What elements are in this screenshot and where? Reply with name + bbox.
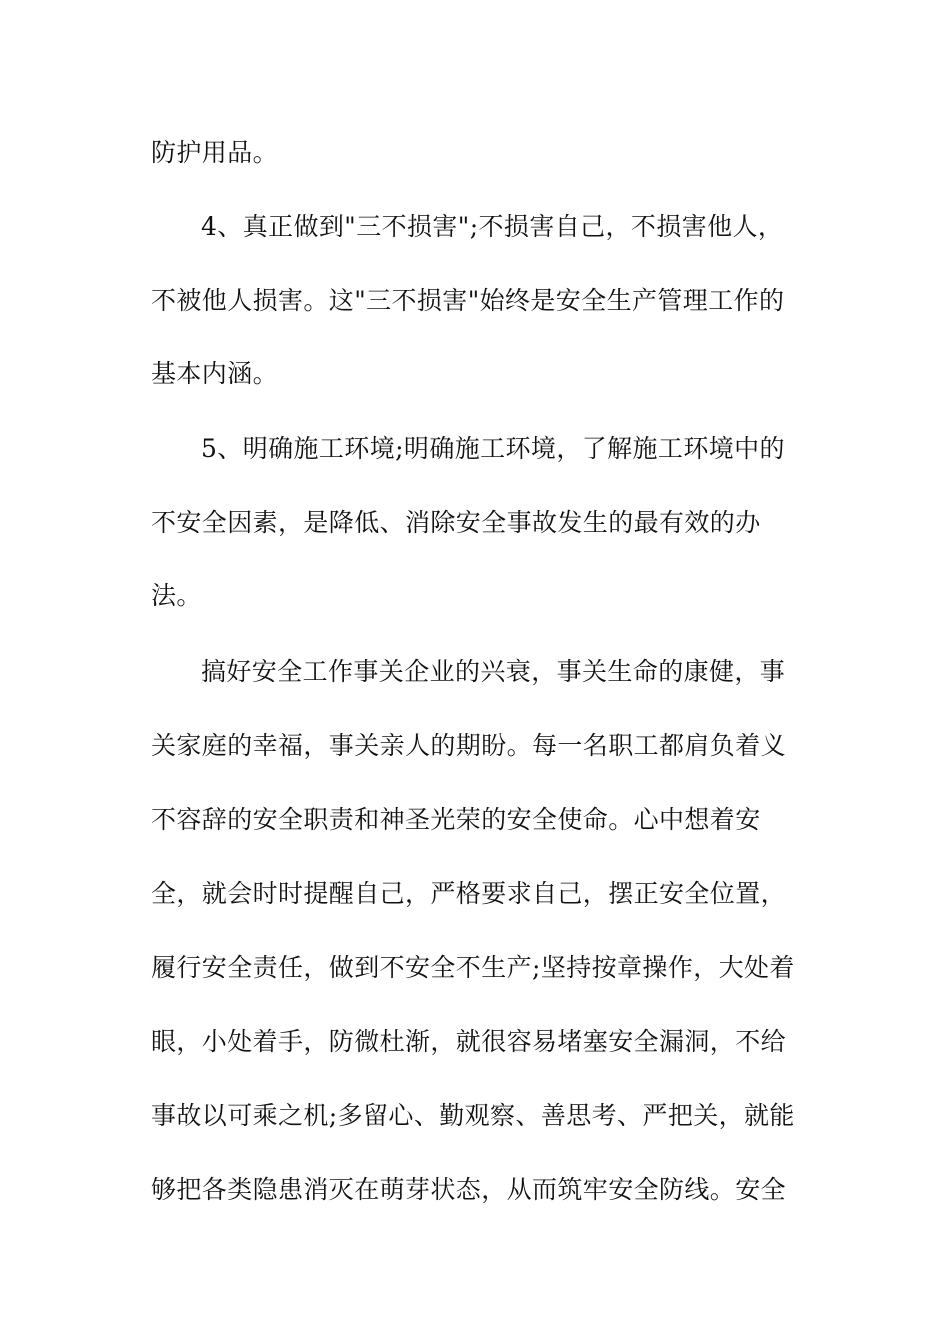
text-line: 履行安全责任，做到不安全不生产;坚持按章操作，大处着 bbox=[151, 953, 795, 982]
paragraph-item-4-line: 4、真正做到"三不损害";不损害自己，不损害他人， bbox=[201, 212, 784, 241]
text-line: 关家庭的幸福，事关亲人的期盼。每一名职工都肩负着义 bbox=[151, 731, 787, 760]
text-line: 不安全因素，是降低、消除安全事故发生的最有效的办 bbox=[151, 508, 761, 537]
text-line: 眼，小处着手，防微杜渐，就很容易堵塞安全漏洞，不给 bbox=[151, 1027, 787, 1056]
text-line: 不容辞的安全职责和神圣光荣的安全使命。心中想着安 bbox=[151, 805, 761, 834]
text-line: 全，就会时时提醒自己，严格要求自己，摆正安全位置， bbox=[151, 879, 787, 908]
text-line: 基本内涵。 bbox=[151, 359, 279, 388]
text-line: 法。 bbox=[151, 581, 202, 610]
text-line: 防护用品。 bbox=[151, 138, 279, 167]
paragraph-item-5-line: 5、明确施工环境;明确施工环境，了解施工环境中的 bbox=[201, 434, 785, 463]
text-line: 事故以可乘之机;多留心、勤观察、善思考、严把关，就能 bbox=[151, 1101, 795, 1130]
paragraph-safety-line: 搞好安全工作事关企业的兴衰，事关生命的康健，事 bbox=[201, 657, 786, 686]
text-line: 够把各类隐患消灭在萌芽状态，从而筑牢安全防线。安全 bbox=[151, 1175, 787, 1204]
text-line: 不被他人损害。这"三不损害"始终是安全生产管理工作的 bbox=[151, 286, 785, 315]
